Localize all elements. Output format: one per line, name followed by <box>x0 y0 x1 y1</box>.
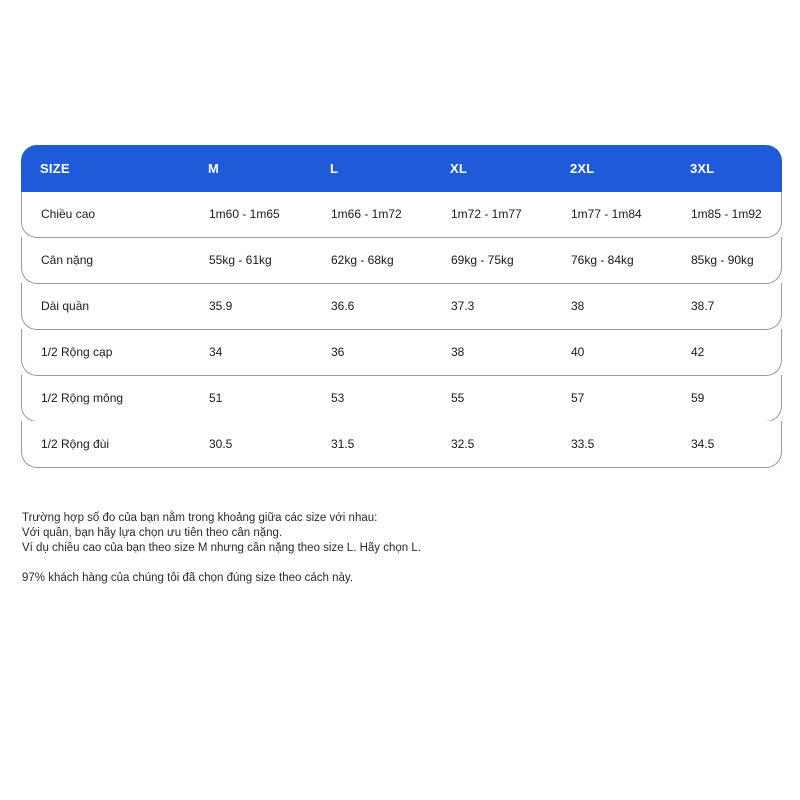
table-cell: 57 <box>571 391 585 405</box>
table-cell: 55 <box>451 391 465 405</box>
table-row-pants-length <box>21 283 782 330</box>
header-cell-size: SIZE <box>40 161 70 176</box>
note-line: Với quần, bạn hãy lựa chọn ưu tiên theo cân nặng. <box>22 527 283 539</box>
row-label: Cân nặng <box>41 253 94 267</box>
table-cell: 42 <box>691 345 705 359</box>
table-row-weight <box>21 237 782 284</box>
table-cell: 30.5 <box>209 437 233 451</box>
table-cell: 35.9 <box>209 299 233 313</box>
row-label: Chiều cao <box>41 207 96 221</box>
table-cell: 1m77 - 1m84 <box>571 207 642 221</box>
table-cell: 1m60 - 1m65 <box>209 207 280 221</box>
table-cell: 40 <box>571 345 585 359</box>
row-label: Dài quần <box>41 299 90 313</box>
table-cell: 53 <box>331 391 345 405</box>
header-cell-3xl: 3XL <box>690 161 715 176</box>
table-cell: 76kg - 84kg <box>571 253 634 267</box>
table-cell: 85kg - 90kg <box>691 253 754 267</box>
note-line: Ví dụ chiều cao của bạn theo size M nhưng cân nặng theo size L. Hãy chọn L. <box>22 542 421 554</box>
table-row-half-thigh <box>21 421 782 468</box>
size-advice-notes <box>22 511 421 586</box>
table-cell: 59 <box>691 391 705 405</box>
table-row-half-waist <box>21 329 782 376</box>
table-cell: 37.3 <box>451 299 475 313</box>
row-label: 1/2 Rộng cạp <box>41 345 113 359</box>
table-cell: 31.5 <box>331 437 355 451</box>
note-line: Trường hợp số đo của bạn nằm trong khoảng giữa các size với nhau: <box>22 512 378 524</box>
table-row-height <box>21 191 782 238</box>
table-cell: 1m72 - 1m77 <box>451 207 522 221</box>
row-label: 1/2 Rộng mông <box>41 391 124 405</box>
table-cell: 34.5 <box>691 437 715 451</box>
size-chart-table <box>21 145 782 468</box>
table-cell: 36 <box>331 345 345 359</box>
row-label: 1/2 Rộng đùi <box>41 437 110 451</box>
table-cell: 38 <box>451 345 465 359</box>
table-cell: 55kg - 61kg <box>209 253 272 267</box>
table-cell: 1m66 - 1m72 <box>331 207 402 221</box>
table-cell: 38 <box>571 299 585 313</box>
header-cell-m: M <box>208 161 220 176</box>
table-header-row <box>21 145 782 192</box>
header-cell-xl: XL <box>450 161 468 176</box>
table-cell: 38.7 <box>691 299 715 313</box>
note-spacer <box>22 556 421 571</box>
table-cell: 34 <box>209 345 223 359</box>
table-cell: 51 <box>209 391 223 405</box>
table-cell: 1m85 - 1m92 <box>691 207 762 221</box>
table-cell: 33.5 <box>571 437 595 451</box>
table-cell: 36.6 <box>331 299 355 313</box>
table-cell: 69kg - 75kg <box>451 253 514 267</box>
note-line: 97% khách hàng của chúng tôi đã chọn đúng size theo cách này. <box>22 572 353 584</box>
header-cell-l: L <box>330 161 339 176</box>
table-cell: 32.5 <box>451 437 475 451</box>
table-row-half-hip <box>21 375 782 422</box>
table-cell: 62kg - 68kg <box>331 253 394 267</box>
header-cell-2xl: 2XL <box>570 161 595 176</box>
